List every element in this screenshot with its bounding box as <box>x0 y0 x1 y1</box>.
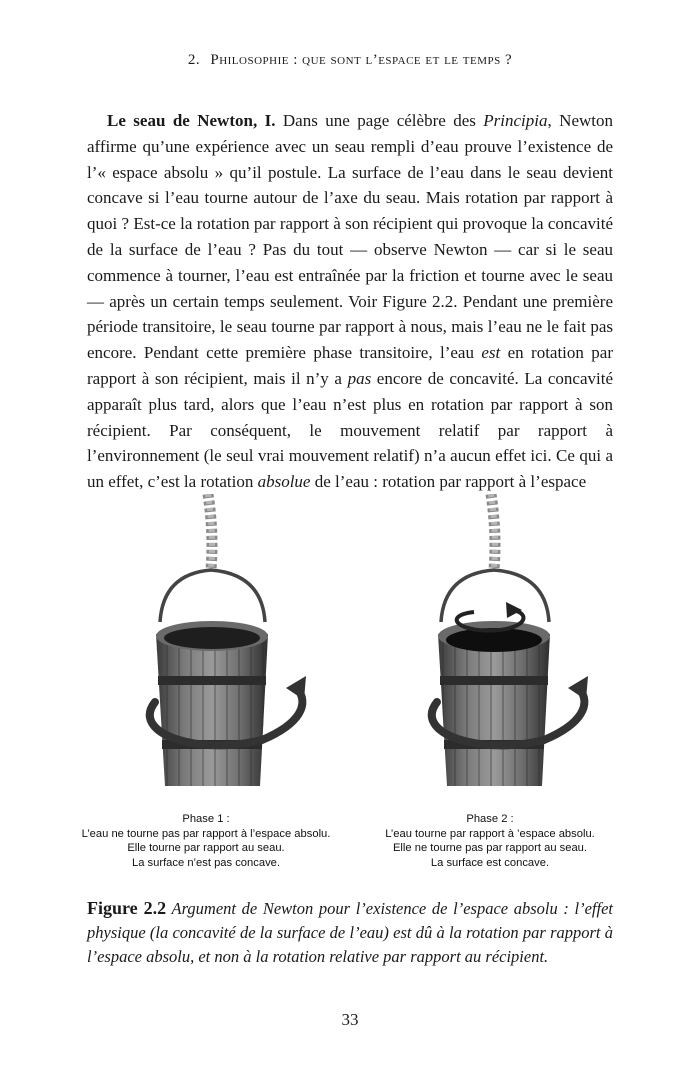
body-text-5: de l’eau : rotation par rapport à l’espace <box>310 472 587 492</box>
phase1-line2: Elle tourne par rapport au seau. <box>127 842 285 854</box>
bucket-phase2 <box>432 494 588 786</box>
running-head <box>0 52 700 69</box>
phase1-caption <box>56 812 356 870</box>
phase2-line3: La surface est concave. <box>430 856 550 869</box>
phase2-title: Phase 2 : <box>466 813 514 825</box>
body-text-3: en rotation par rapport à son récipient, mais il n’y a <box>87 343 613 388</box>
phase1-line1: L’eau ne tourne pas par rapport à l’espace absolu. <box>81 827 331 840</box>
phase1-line3: La surface n’est pas concave. <box>131 856 280 869</box>
page-number: 33 <box>341 1010 359 1029</box>
paragraph-lead: Le seau de Newton, I. <box>107 111 276 130</box>
bucket-phase1 <box>150 494 306 786</box>
body-text-2: , Newton affirme qu’une expérience avec un seau rempli d’eau prouve l’existence de l’« espace absolu » qu’il postule. La surface de l’eau dans le seau devient concave si l’eau tourne autour de l’axe du seau. Mais rotation par rapport à quoi ? Est-ce la rotation par rapport à son récipient qui provoque la concavité de la surface de l’eau ? Pas du tout — observe Newton — car si le seau commence à tourner, l’eau est entraînée par la friction et tourne avec le seau — après un certain temps seulement. Voir Figure 2.2. Pendant une première période transitoire, le seau tourne par rapport à nous, mais l’eau ne le fait pas encore. Pendant cette première phase transitoire, l’eau <box>87 111 613 363</box>
figure-buckets <box>0 494 700 874</box>
body-emphasis-4: absolue <box>257 472 311 492</box>
figure-label: Figure 2.2 <box>87 898 167 918</box>
body-emphasis-2: est <box>481 343 501 363</box>
body-text-4: encore de concavité. La concavité apparaît plus tard, alors que l’eau n’est plus en rotation par rapport à son récipient. Par conséquent, le mouvement relatif par rapport à l’environnement (le seul vrai mouvement relatif) n’a aucun effet ici. Ce qui a un effet, c’est la rotation <box>87 368 614 492</box>
figure-caption-text: Argument de Newton pour l’existence de l’espace absolu : l’effet physique (la concavité de la surface de l’eau) est dû à la rotation par rapport à l’espace absolu, et non à la rotation relative par rapport au récipient. <box>87 899 613 966</box>
chapter-number: 2. <box>187 52 201 68</box>
body-emphasis-3: pas <box>347 368 372 388</box>
buckets-illustration <box>0 494 700 814</box>
phase2-line2: Elle ne tourne pas par rapport au seau. <box>392 842 588 854</box>
body-paragraph <box>87 108 613 495</box>
body-text-1: Dans une page célèbre des <box>275 111 484 130</box>
chapter-title: Philosophie : que sont l’espace et le temps ? <box>210 52 513 68</box>
figure-caption <box>87 896 613 969</box>
phase1-title: Phase 1 : <box>182 813 230 825</box>
phase2-caption <box>340 812 640 870</box>
phase2-line1: L’eau tourne par rapport à ’espace absolu. <box>385 827 595 840</box>
body-emphasis-1: Principia <box>483 111 548 130</box>
